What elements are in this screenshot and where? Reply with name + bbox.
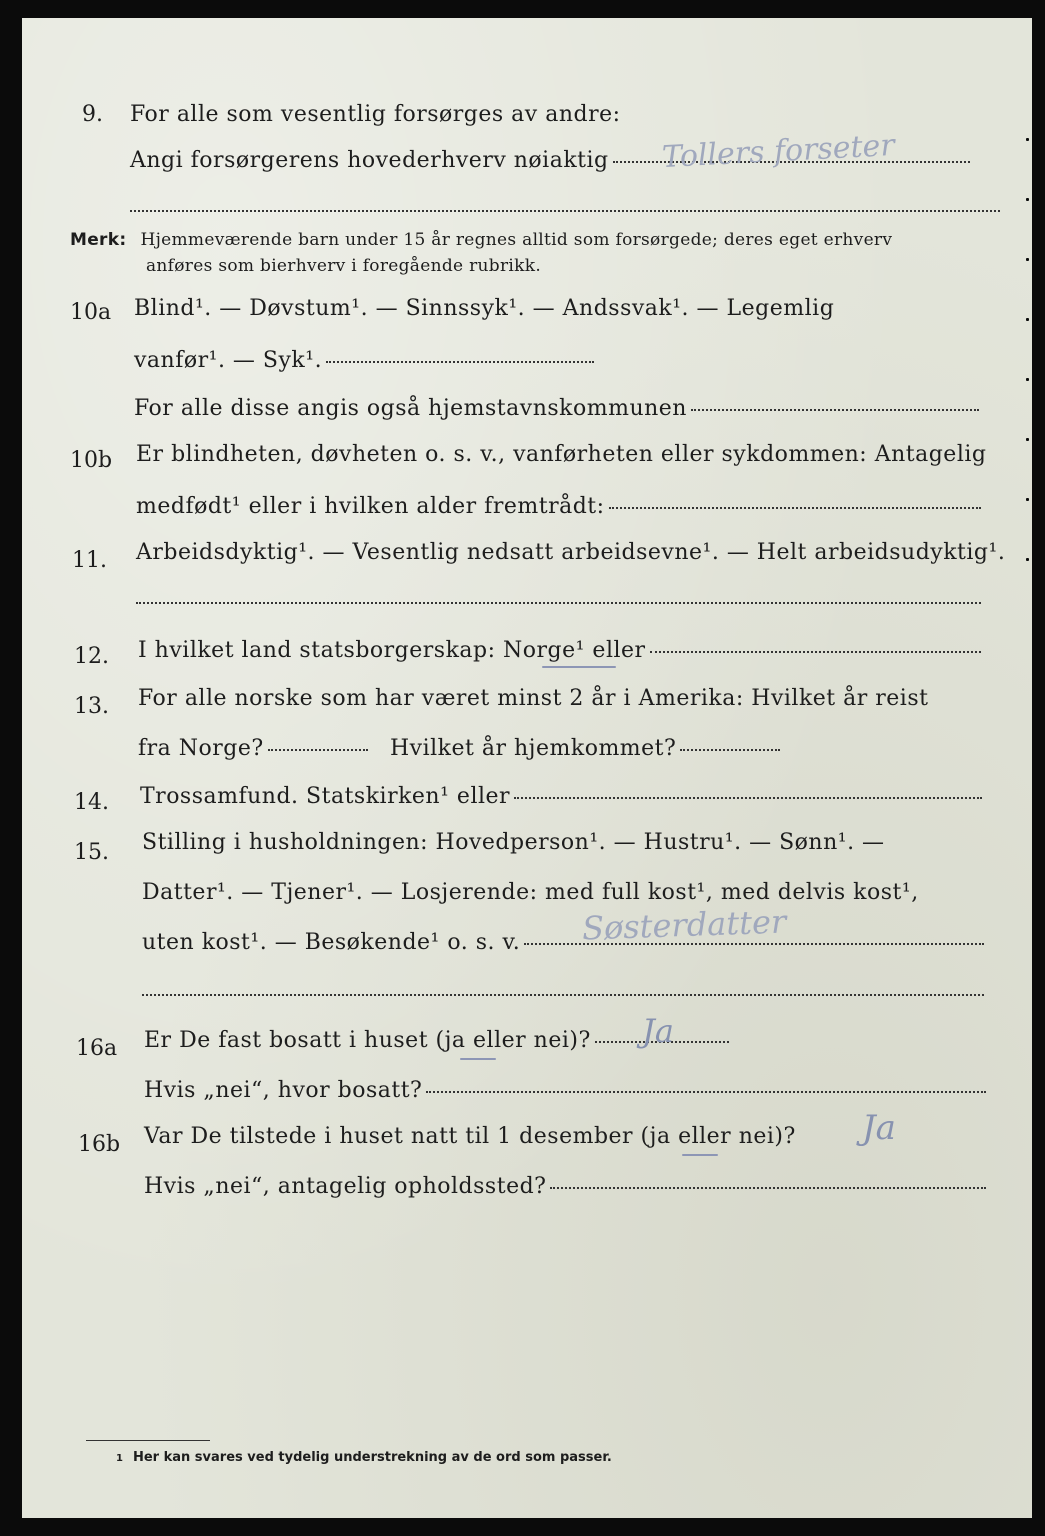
q15-text-line3 bbox=[142, 930, 984, 955]
perforation-mark bbox=[1026, 198, 1029, 201]
q16b-label: Var De tilstede i huset natt til 1 desember (ja eller nei)? bbox=[144, 1124, 796, 1149]
note-line1 bbox=[70, 230, 892, 250]
perforation-mark bbox=[1026, 498, 1029, 501]
perforation-mark bbox=[1026, 558, 1029, 561]
q12-text-line1 bbox=[138, 638, 981, 663]
question-number-9: 9. bbox=[82, 102, 103, 127]
q10a-answer-line bbox=[326, 361, 594, 363]
perforation-mark bbox=[1026, 318, 1029, 321]
q13-text-line1: For alle norske som har været minst 2 år i Amerika: Hvilket år reist bbox=[138, 686, 929, 711]
q14-text-line1 bbox=[140, 784, 982, 809]
q10a-text-line3 bbox=[134, 396, 979, 421]
q16b-text-line1 bbox=[144, 1124, 796, 1149]
q16a-handwritten-answer: Ja bbox=[642, 1012, 674, 1050]
q10b-answer-line bbox=[609, 507, 981, 509]
note-label: Merk: bbox=[70, 230, 127, 250]
perforation-mark bbox=[1026, 138, 1029, 141]
q13-returned-line bbox=[680, 749, 780, 751]
q14-answer-line bbox=[514, 797, 982, 799]
q16a-label-2: Hvis „nei“, hvor bosatt? bbox=[144, 1078, 423, 1103]
question-number-11: 11. bbox=[72, 548, 107, 573]
q10b-text-line2 bbox=[136, 494, 981, 519]
q13-departed-line bbox=[268, 749, 368, 751]
note-text-1: Hjemmeværende barn under 15 år regnes alltid som forsørgede; deres eget erhverv bbox=[140, 230, 893, 250]
footnote-text: Her kan svares ved tydelig understrekning av de ord som passer. bbox=[132, 1450, 612, 1465]
q15-label-3: uten kost¹. — Besøkende¹ o. s. v. bbox=[142, 930, 521, 955]
q11-answer-line bbox=[136, 602, 981, 604]
q11-text-line1: Arbeidsdyktig¹. — Vesentlig nedsatt arbeidsevne¹. — Helt arbeidsudyktig¹. bbox=[136, 540, 1006, 565]
q16a-ink-underline bbox=[460, 1058, 496, 1060]
q16b-handwritten-answer: Ja bbox=[862, 1108, 896, 1148]
q15-extra-line bbox=[142, 994, 984, 996]
q9-text-line1: For alle som vesentlig forsørges av andre: bbox=[130, 102, 621, 127]
footnote-rule bbox=[86, 1440, 210, 1441]
q13-label-returned: Hvilket år hjemkommet? bbox=[390, 736, 677, 761]
q10a-text-line1: Blind¹. — Døvstum¹. — Sinnssyk¹. — Andssvak¹. — Legemlig bbox=[134, 296, 835, 321]
question-number-10b: 10b bbox=[70, 448, 113, 473]
q10a-label-2: vanfør¹. — Syk¹. bbox=[134, 348, 323, 373]
q10a-hometown-line bbox=[691, 409, 979, 411]
q16b-ink-underline bbox=[682, 1154, 718, 1156]
question-number-16b: 16b bbox=[78, 1132, 121, 1157]
q15-text-line2: Datter¹. — Tjener¹. — Losjerende: med full kost¹, med delvis kost¹, bbox=[142, 880, 919, 905]
q16b-whereabouts-line bbox=[550, 1187, 986, 1189]
footnote-mark: 1 bbox=[116, 1453, 123, 1464]
q9-extra-line bbox=[130, 210, 1000, 212]
q13-label-departed: fra Norge? bbox=[138, 736, 264, 761]
q10a-label-3: For alle disse angis også hjemstavnskommunen bbox=[134, 396, 687, 421]
q16b-label-2: Hvis „nei“, antagelig opholdssted? bbox=[144, 1174, 547, 1199]
note-line2: anføres som bierhverv i foregående rubrikk. bbox=[146, 256, 542, 276]
question-number-16a: 16a bbox=[76, 1036, 118, 1061]
question-number-14: 14. bbox=[74, 790, 109, 815]
q16a-text-line2 bbox=[144, 1078, 986, 1103]
perforation-mark bbox=[1026, 438, 1029, 441]
perforation-mark bbox=[1026, 258, 1029, 261]
question-number-12: 12. bbox=[74, 644, 109, 669]
q9-handwritten-answer: Tollers forseter bbox=[661, 127, 896, 176]
q14-label: Trossamfund. Statskirken¹ eller bbox=[140, 784, 511, 809]
q12-answer-line bbox=[650, 651, 981, 653]
q15-handwritten-answer: Søsterdatter bbox=[581, 902, 787, 948]
q10b-text-line1: Er blindheten, døvheten o. s. v., vanførheten eller sykdommen: Antagelig bbox=[136, 442, 987, 467]
q16a-label: Er De fast bosatt i huset (ja eller nei)? bbox=[144, 1028, 591, 1053]
question-number-10a: 10a bbox=[70, 300, 112, 325]
q10a-text-line2 bbox=[134, 348, 594, 373]
q12-ink-underline bbox=[542, 666, 616, 668]
footnote bbox=[116, 1450, 612, 1465]
q10b-label-2: medfødt¹ eller i hvilken alder fremtrådt: bbox=[136, 494, 605, 519]
census-form-page bbox=[22, 18, 1032, 1518]
q9-label: Angi forsørgerens hovederhverv nøiaktig bbox=[130, 148, 609, 173]
q12-label: I hvilket land statsborgerskap: Norge¹ eller bbox=[138, 638, 646, 663]
q16a-residence-line bbox=[426, 1091, 986, 1093]
q13-text-line2a bbox=[138, 736, 368, 761]
q13-text-line2b bbox=[390, 736, 780, 761]
perforation-mark bbox=[1026, 378, 1029, 381]
q15-text-line1: Stilling i husholdningen: Hovedperson¹. — Hustru¹. — Sønn¹. — bbox=[142, 830, 885, 855]
question-number-15: 15. bbox=[74, 840, 109, 865]
question-number-13: 13. bbox=[74, 694, 109, 719]
q16b-text-line2 bbox=[144, 1174, 986, 1199]
